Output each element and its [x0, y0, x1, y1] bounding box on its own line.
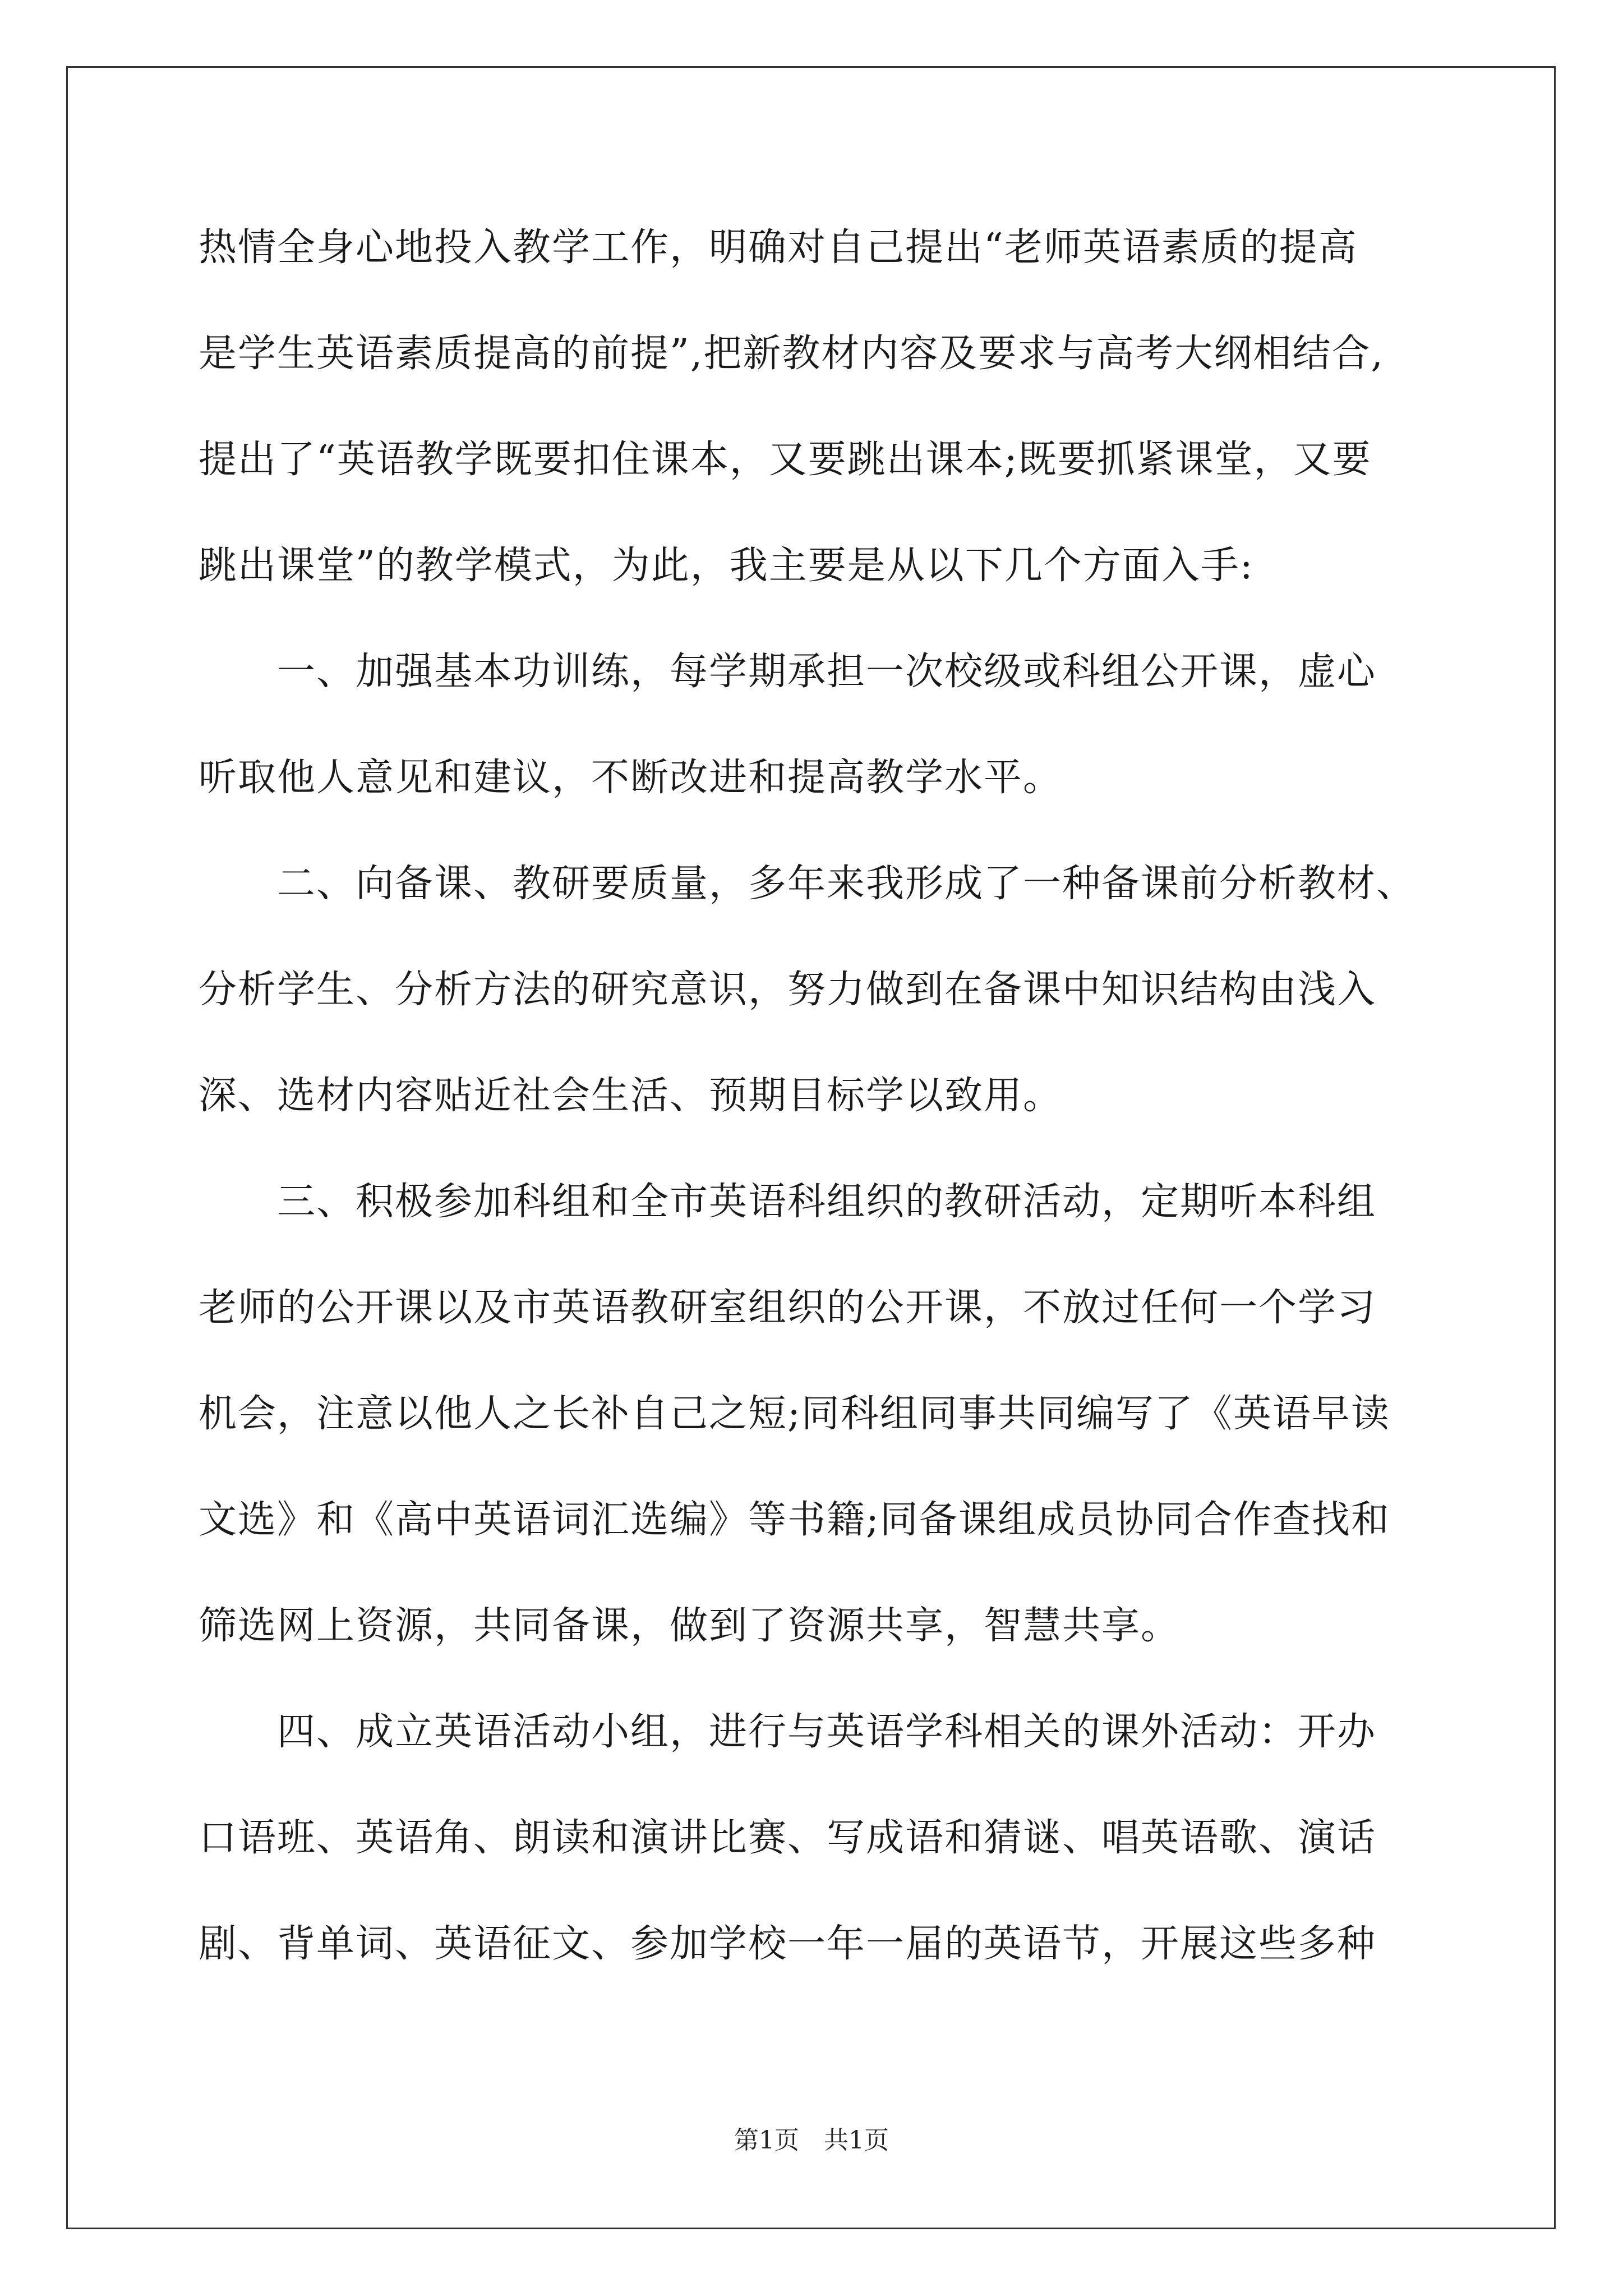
text-line: 热情全身心地投入教学工作，明确对自己提出“老师英语素质的提高	[199, 226, 1358, 270]
text-line: 筛选网上资源，共同备课，做到了资源共享，智慧共享。	[199, 1604, 1181, 1648]
text-line: 三、积极参加科组和全市英语科组织的教研活动，定期听本科组	[199, 1180, 1377, 1224]
text-line: 二、向备课、教研要质量，多年来我形成了一种备课前分析教材、	[199, 862, 1416, 906]
text-line: 提出了“英语教学既要扣住课本，又要跳出课本;既要抓紧课堂，又要	[199, 438, 1372, 482]
text-line: 深、选材内容贴近社会生活、预期目标学以致用。	[199, 1074, 1063, 1118]
text-line: 是学生英语素质提高的前提”,把新教材内容及要求与高考大纲相结合,	[199, 332, 1384, 376]
text-line: 跳出课堂”的教学模式，为此，我主要是从以下几个方面入手:	[199, 544, 1254, 588]
text-line: 文选》和《高中英语词汇选编》等书籍;同备课组成员协同合作查找和	[199, 1498, 1390, 1542]
text-line: 老师的公开课以及市英语教研室组织的公开课，不放过任何一个学习	[199, 1286, 1377, 1330]
page-number-footer: 第1页 共1页	[734, 2126, 889, 2155]
text-line: 分析学生、分析方法的研究意识，努力做到在备课中知识结构由浅入	[199, 968, 1377, 1012]
document-body	[199, 214, 1472, 2017]
text-line: 口语班、英语角、朗读和演讲比赛、写成语和猜谜、唱英语歌、演话	[199, 1816, 1377, 1860]
text-line: 四、成立英语活动小组，进行与英语学科相关的课外活动：开办	[199, 1710, 1377, 1754]
text-line: 机会，注意以他人之长补自己之短;同科组同事共同编写了《英语早读	[199, 1392, 1390, 1436]
text-line: 剧、背单词、英语征文、参加学校一年一届的英语节，开展这些多种	[199, 1922, 1377, 1966]
text-line: 听取他人意见和建议，不断改进和提高教学水平。	[199, 756, 1063, 800]
text-line: 一、加强基本功训练，每学期承担一次校级或科组公开课，虚心	[199, 650, 1377, 694]
